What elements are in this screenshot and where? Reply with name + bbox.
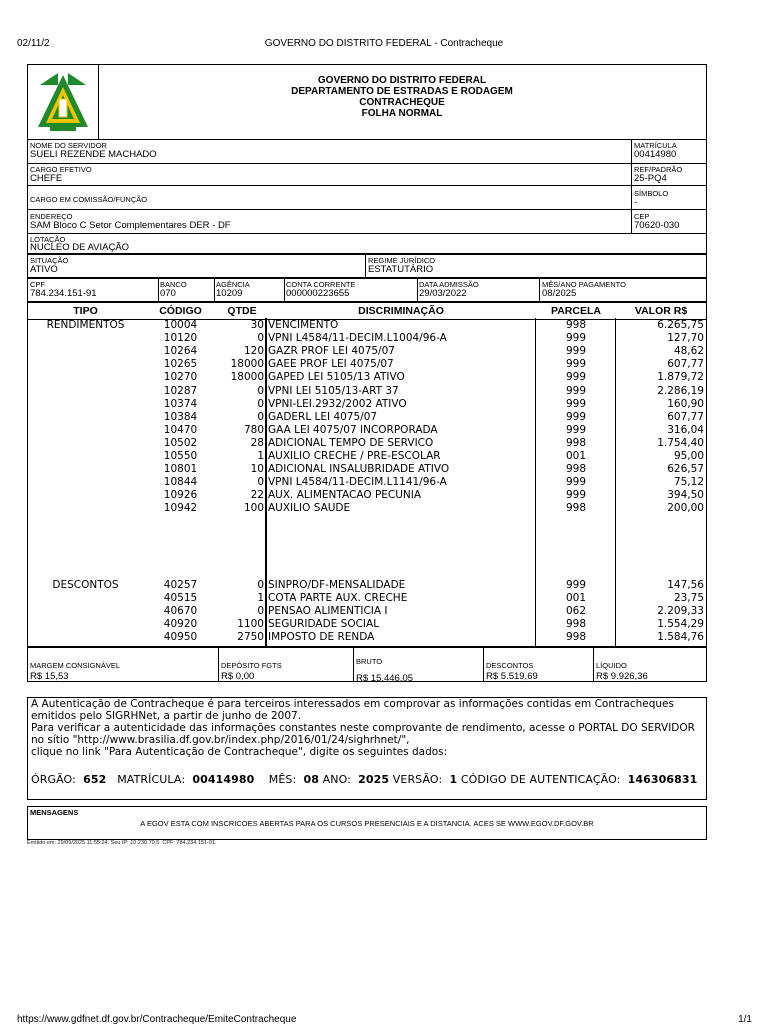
cell-codigo: 10265 bbox=[163, 358, 198, 371]
cell-codigo: 40920 bbox=[163, 618, 198, 631]
gdf-coat-of-arms-icon bbox=[28, 65, 98, 139]
emitted-info: Emitido em: 29/09/2025 11:55:24. Seu IP: 10.230.70.5. CPF: 784.234.151-91. bbox=[27, 840, 217, 846]
cpf-label: CPF bbox=[30, 280, 45, 289]
cell-parcela: 999 bbox=[565, 371, 587, 384]
admissao-label: DATA ADMISSÃO bbox=[419, 280, 479, 289]
cell-valor: 23,75 bbox=[673, 592, 704, 605]
cell-codigo: 10801 bbox=[163, 463, 198, 476]
print-title: GOVERNO DO DISTRITO FEDERAL - Contracheque bbox=[264, 38, 504, 49]
authentication-box bbox=[27, 697, 707, 800]
cell-qtde: 0 bbox=[257, 605, 264, 618]
cell-parcela: 999 bbox=[565, 358, 587, 371]
cell-parcela: 999 bbox=[565, 476, 587, 489]
auth-codigo-value: 146306831 bbox=[627, 773, 698, 786]
totals-row bbox=[28, 646, 706, 682]
cell-desc: VPNI L4584/11-DECIM.L1141/96-A bbox=[268, 476, 447, 489]
messages-text: A EGOV ESTA COM INSCRICOES ABERTAS PARA OS CURSOS PRESENCIAIS E A DISTANCIA. ACES SE WWW.EGOV.DF.GOV.BR bbox=[140, 819, 594, 828]
cell-codigo: 40950 bbox=[163, 631, 198, 644]
cell-codigo: 40515 bbox=[163, 592, 198, 605]
cell-codigo: 10550 bbox=[163, 450, 198, 462]
orgao-label: ÓRGÃO: bbox=[31, 773, 76, 786]
ref-value: 25-PQ4 bbox=[634, 173, 667, 184]
cell-qtde: 10 bbox=[250, 463, 264, 476]
cell-desc: PENSAO ALIMENTICIA I bbox=[268, 605, 388, 618]
lotacao-value: NUCLEO DE AVIAÇÃO bbox=[30, 242, 130, 253]
cell-valor: 316,04 bbox=[667, 423, 704, 436]
auth-mes-label: MÊS: bbox=[268, 773, 297, 786]
cell-qtde: 100 bbox=[243, 502, 264, 515]
row-bancario bbox=[28, 277, 706, 301]
auth-versao-label: VERSÃO: bbox=[392, 773, 443, 786]
header-line-4: FOLHA NORMAL bbox=[361, 108, 443, 119]
comissao-label: CARGO EM COMISSÃO/FUNÇÃO bbox=[30, 195, 148, 204]
logo-cell bbox=[28, 65, 99, 139]
cell-desc: VPNI LEI 5105/13-ART 37 bbox=[268, 384, 399, 397]
cell-valor: 160,90 bbox=[667, 397, 704, 410]
cell-qtde: 30 bbox=[250, 319, 264, 331]
cell-desc: VENCIMENTO bbox=[268, 319, 339, 331]
auth-matricula-value: 00414980 bbox=[192, 773, 255, 786]
banco-label: BANCO bbox=[160, 280, 187, 289]
banco-value: 070 bbox=[160, 288, 176, 299]
cell-parcela: 999 bbox=[565, 397, 587, 410]
cell-parcela: 999 bbox=[565, 423, 587, 436]
cell-qtde: 1 bbox=[257, 450, 264, 462]
simbolo-value: - bbox=[634, 197, 638, 208]
liquido-label: LÍQUIDO bbox=[596, 661, 627, 670]
th-codigo: CÓDIGO bbox=[159, 305, 202, 317]
row-situacao bbox=[28, 253, 706, 277]
mes-value: 08/2025 bbox=[542, 288, 577, 299]
cell-qtde: 22 bbox=[250, 489, 264, 502]
cell-codigo: 10926 bbox=[163, 489, 198, 502]
cargo-value: CHEFE bbox=[30, 173, 63, 184]
cell-parcela: 999 bbox=[565, 345, 587, 358]
print-page: 1/1 bbox=[738, 1014, 752, 1025]
cell-qtde: 0 bbox=[257, 476, 264, 489]
cell-parcela: 998 bbox=[565, 618, 587, 631]
header-line-2: DEPARTAMENTO DE ESTRADAS E RODAGEM bbox=[291, 86, 513, 97]
nome-label: NOME DO SERVIDOR bbox=[30, 141, 107, 150]
cell-parcela: 001 bbox=[565, 592, 587, 605]
cell-qtde: 28 bbox=[250, 436, 264, 449]
cell-parcela: 999 bbox=[565, 489, 587, 502]
agencia-label: AGÊNCIA bbox=[216, 280, 250, 289]
fgts-label: DEPÓSITO FGTS bbox=[221, 661, 282, 670]
row-lotacao bbox=[28, 233, 706, 254]
th-parcela: PARCELA bbox=[551, 305, 601, 317]
nome-value: SUELI REZENDE MACHADO bbox=[30, 149, 157, 160]
th-discriminacao: DISCRIMINAÇÃO bbox=[358, 305, 444, 317]
bruto-label: BRUTO bbox=[356, 657, 383, 666]
auth-ano-label: ANO: bbox=[322, 773, 351, 786]
cell-desc: GAPED LEI 5105/13 ATIVO bbox=[268, 371, 405, 384]
auth-ano-value: 2025 bbox=[358, 773, 390, 786]
situacao-value: ATIVO bbox=[30, 264, 58, 275]
liquido-value: R$ 9.926,36 bbox=[596, 671, 648, 682]
bruto-value: R$ 15.446,05 bbox=[356, 673, 414, 684]
ref-label: REF/PADRÃO bbox=[634, 165, 683, 174]
cell-parcela: 062 bbox=[565, 605, 587, 618]
cell-valor: 1.554,29 bbox=[657, 618, 704, 631]
print-url: https://www.gdfnet.df.gov.br/Contracheque/EmiteContracheque bbox=[17, 1014, 297, 1025]
descontos-total-value: R$ 5.519,69 bbox=[486, 671, 538, 682]
cell-desc: SEGURIDADE SOCIAL bbox=[268, 618, 380, 631]
admissao-value: 29/03/2022 bbox=[419, 288, 467, 299]
auth-paragraph-3: clique no link "Para Autenticação de Contracheque", digite os seguintes dados: bbox=[31, 746, 448, 758]
cell-qtde: 780 bbox=[243, 423, 264, 436]
conta-value: 000000223655 bbox=[286, 288, 350, 299]
table-header bbox=[28, 301, 706, 320]
cell-codigo: 10374 bbox=[163, 397, 198, 410]
regime-label: REGIME JURÍDICO bbox=[368, 256, 436, 265]
cell-valor: 2.209,33 bbox=[657, 605, 704, 618]
cpf-value: 784.234.151-91 bbox=[30, 288, 97, 299]
cell-parcela: 999 bbox=[565, 384, 587, 397]
cell-qtde: 1100 bbox=[237, 618, 264, 631]
cell-desc: ADICIONAL INSALUBRIDADE ATIVO bbox=[268, 463, 450, 476]
cell-codigo: 10004 bbox=[163, 319, 198, 331]
orgao-value: 652 bbox=[83, 773, 107, 786]
matricula-value: 00414980 bbox=[634, 149, 677, 160]
cell-valor: 6.265,75 bbox=[657, 319, 704, 331]
cell-valor: 1.584,76 bbox=[657, 631, 704, 644]
cell-valor: 48,62 bbox=[673, 345, 704, 358]
regime-value: ESTATUTÁRIO bbox=[368, 264, 434, 275]
cell-codigo: 10120 bbox=[163, 332, 198, 345]
cell-qtde: 18000 bbox=[230, 358, 264, 371]
rendimentos-label: RENDIMENTOS bbox=[46, 319, 125, 331]
cell-qtde: 0 bbox=[257, 410, 264, 423]
cell-codigo: 40257 bbox=[163, 579, 198, 591]
cell-codigo: 10270 bbox=[163, 371, 198, 384]
lotacao-label: LOTAÇÃO bbox=[30, 235, 66, 244]
fgts-value: R$ 0,00 bbox=[221, 671, 255, 682]
cell-codigo: 10844 bbox=[163, 476, 198, 489]
cell-parcela: 998 bbox=[565, 319, 587, 331]
cell-valor: 75,12 bbox=[673, 476, 704, 489]
cep-label: CEP bbox=[634, 212, 650, 221]
cell-codigo: 10264 bbox=[163, 345, 198, 358]
auth-paragraph-1: A Autenticação de Contracheque é para terceiros interessados em comprovar as informações contidas em Contracheques emitidos pelo SIGRHNet, a partir de junho de 2007. bbox=[31, 698, 674, 722]
cell-valor: 95,00 bbox=[673, 450, 704, 462]
cell-parcela: 998 bbox=[565, 436, 587, 449]
payslip-box bbox=[27, 64, 707, 682]
cell-desc: SINPRO/DF-MENSALIDADE bbox=[268, 579, 406, 591]
cell-codigo: 10942 bbox=[163, 502, 198, 515]
mes-label: MÊS/ANO PAGAMENTO bbox=[542, 280, 626, 289]
cargo-label: CARGO EFETIVO bbox=[30, 165, 92, 174]
cell-codigo: 10470 bbox=[163, 423, 198, 436]
cell-valor: 626,57 bbox=[667, 463, 704, 476]
row-cargo bbox=[28, 163, 706, 186]
cell-valor: 607,77 bbox=[667, 358, 704, 371]
auth-mes-value: 08 bbox=[303, 773, 319, 786]
cell-parcela: 998 bbox=[565, 463, 587, 476]
cell-qtde: 2750 bbox=[237, 631, 264, 644]
cell-valor: 2.286,19 bbox=[657, 384, 704, 397]
cell-valor: 607,77 bbox=[667, 410, 704, 423]
cell-desc: GAZR PROF LEI 4075/07 bbox=[268, 345, 395, 358]
messages-label: MENSAGENS bbox=[30, 808, 79, 817]
cell-desc: AUX. ALIMENTACAO PECUNIA bbox=[268, 489, 422, 502]
auth-codigo-label: CÓDIGO DE AUTENTICAÇÃO: bbox=[460, 773, 621, 786]
th-qtde: QTDE bbox=[227, 305, 257, 317]
cell-valor: 1.754,40 bbox=[657, 436, 704, 449]
descontos-label: DESCONTOS bbox=[52, 579, 119, 591]
cell-desc: GAA LEI 4075/07 INCORPORADA bbox=[268, 423, 438, 436]
cell-codigo: 10384 bbox=[163, 410, 198, 423]
cell-desc: COTA PARTE AUX. CRECHE bbox=[268, 592, 408, 605]
cep-value: 70620-030 bbox=[634, 220, 680, 231]
row-comissao bbox=[28, 185, 706, 210]
print-date: 02/11/2 bbox=[17, 38, 50, 49]
table-body bbox=[28, 319, 706, 645]
cell-desc: GAEE PROF LEI 4075/07 bbox=[268, 358, 394, 371]
cell-desc: VPNI L4584/11-DECIM.L1004/96-A bbox=[268, 332, 447, 345]
cell-valor: 394,50 bbox=[667, 489, 704, 502]
th-tipo: TIPO bbox=[73, 305, 98, 317]
endereco-label: ENDEREÇO bbox=[30, 212, 73, 221]
cell-parcela: 998 bbox=[565, 502, 587, 515]
auth-paragraph-2: Para verificar a autenticidade das informações constantes neste comprovante de rendimento, acesse o PORTAL DO SERVIDOR no sítio "http://www.brasilia.df.gov.br/index.php/2016/01/24/sighrhnet/", bbox=[31, 722, 695, 746]
cell-parcela: 001 bbox=[565, 450, 587, 462]
cell-valor: 200,00 bbox=[667, 502, 704, 515]
row-endereco bbox=[28, 209, 706, 234]
cell-valor: 1.879,72 bbox=[657, 371, 704, 384]
cell-parcela: 999 bbox=[565, 579, 587, 591]
agencia-value: 10209 bbox=[216, 288, 243, 299]
messages-box bbox=[27, 806, 707, 840]
cell-desc: AUXILIO SAUDE bbox=[268, 502, 351, 515]
cell-desc: AUXILIO CRECHE / PRE-ESCOLAR bbox=[268, 450, 441, 462]
row-nome bbox=[28, 139, 706, 164]
header-line-3: CONTRACHEQUE bbox=[359, 97, 445, 108]
margem-label: MARGEM CONSIGNÁVEL bbox=[30, 661, 121, 670]
header-line-1: GOVERNO DO DISTRITO FEDERAL bbox=[317, 75, 487, 86]
cell-codigo: 10502 bbox=[163, 436, 198, 449]
auth-versao-value: 1 bbox=[449, 773, 458, 786]
situacao-label: SITUAÇÃO bbox=[30, 256, 69, 265]
descontos-total-label: DESCONTOS bbox=[486, 661, 534, 670]
cell-qtde: 120 bbox=[243, 345, 264, 358]
cell-valor: 127,70 bbox=[667, 332, 704, 345]
cell-desc: GADERL LEI 4075/07 bbox=[268, 410, 378, 423]
document-header bbox=[98, 75, 706, 119]
cell-qtde: 0 bbox=[257, 579, 264, 591]
matricula-label: MATRÍCULA bbox=[634, 141, 677, 150]
cell-parcela: 999 bbox=[565, 410, 587, 423]
cell-qtde: 18000 bbox=[230, 371, 264, 384]
cell-parcela: 999 bbox=[565, 332, 587, 345]
auth-data-line bbox=[31, 774, 697, 786]
cell-valor: 147,56 bbox=[667, 579, 704, 591]
cell-parcela: 998 bbox=[565, 631, 587, 644]
cell-codigo: 10287 bbox=[163, 384, 198, 397]
cell-codigo: 40670 bbox=[163, 605, 198, 618]
cell-qtde: 1 bbox=[257, 592, 264, 605]
cell-desc: IMPOSTO DE RENDA bbox=[268, 631, 375, 644]
cell-qtde: 0 bbox=[257, 384, 264, 397]
th-valor: VALOR R$ bbox=[634, 305, 688, 317]
endereco-value: SAM Bloco C Setor Complementares DER - DF bbox=[30, 220, 231, 231]
cell-qtde: 0 bbox=[257, 332, 264, 345]
auth-matricula-label: MATRÍCULA: bbox=[117, 773, 186, 786]
cell-desc: VPNI-LEI.2932/2002 ATIVO bbox=[268, 397, 407, 410]
margem-value: R$ 15,53 bbox=[30, 671, 69, 682]
cell-desc: ADICIONAL TEMPO DE SERVICO bbox=[268, 436, 434, 449]
conta-label: CONTA CORRENTE bbox=[286, 280, 356, 289]
cell-qtde: 0 bbox=[257, 397, 264, 410]
simbolo-label: SÍMBOLO bbox=[634, 189, 669, 198]
